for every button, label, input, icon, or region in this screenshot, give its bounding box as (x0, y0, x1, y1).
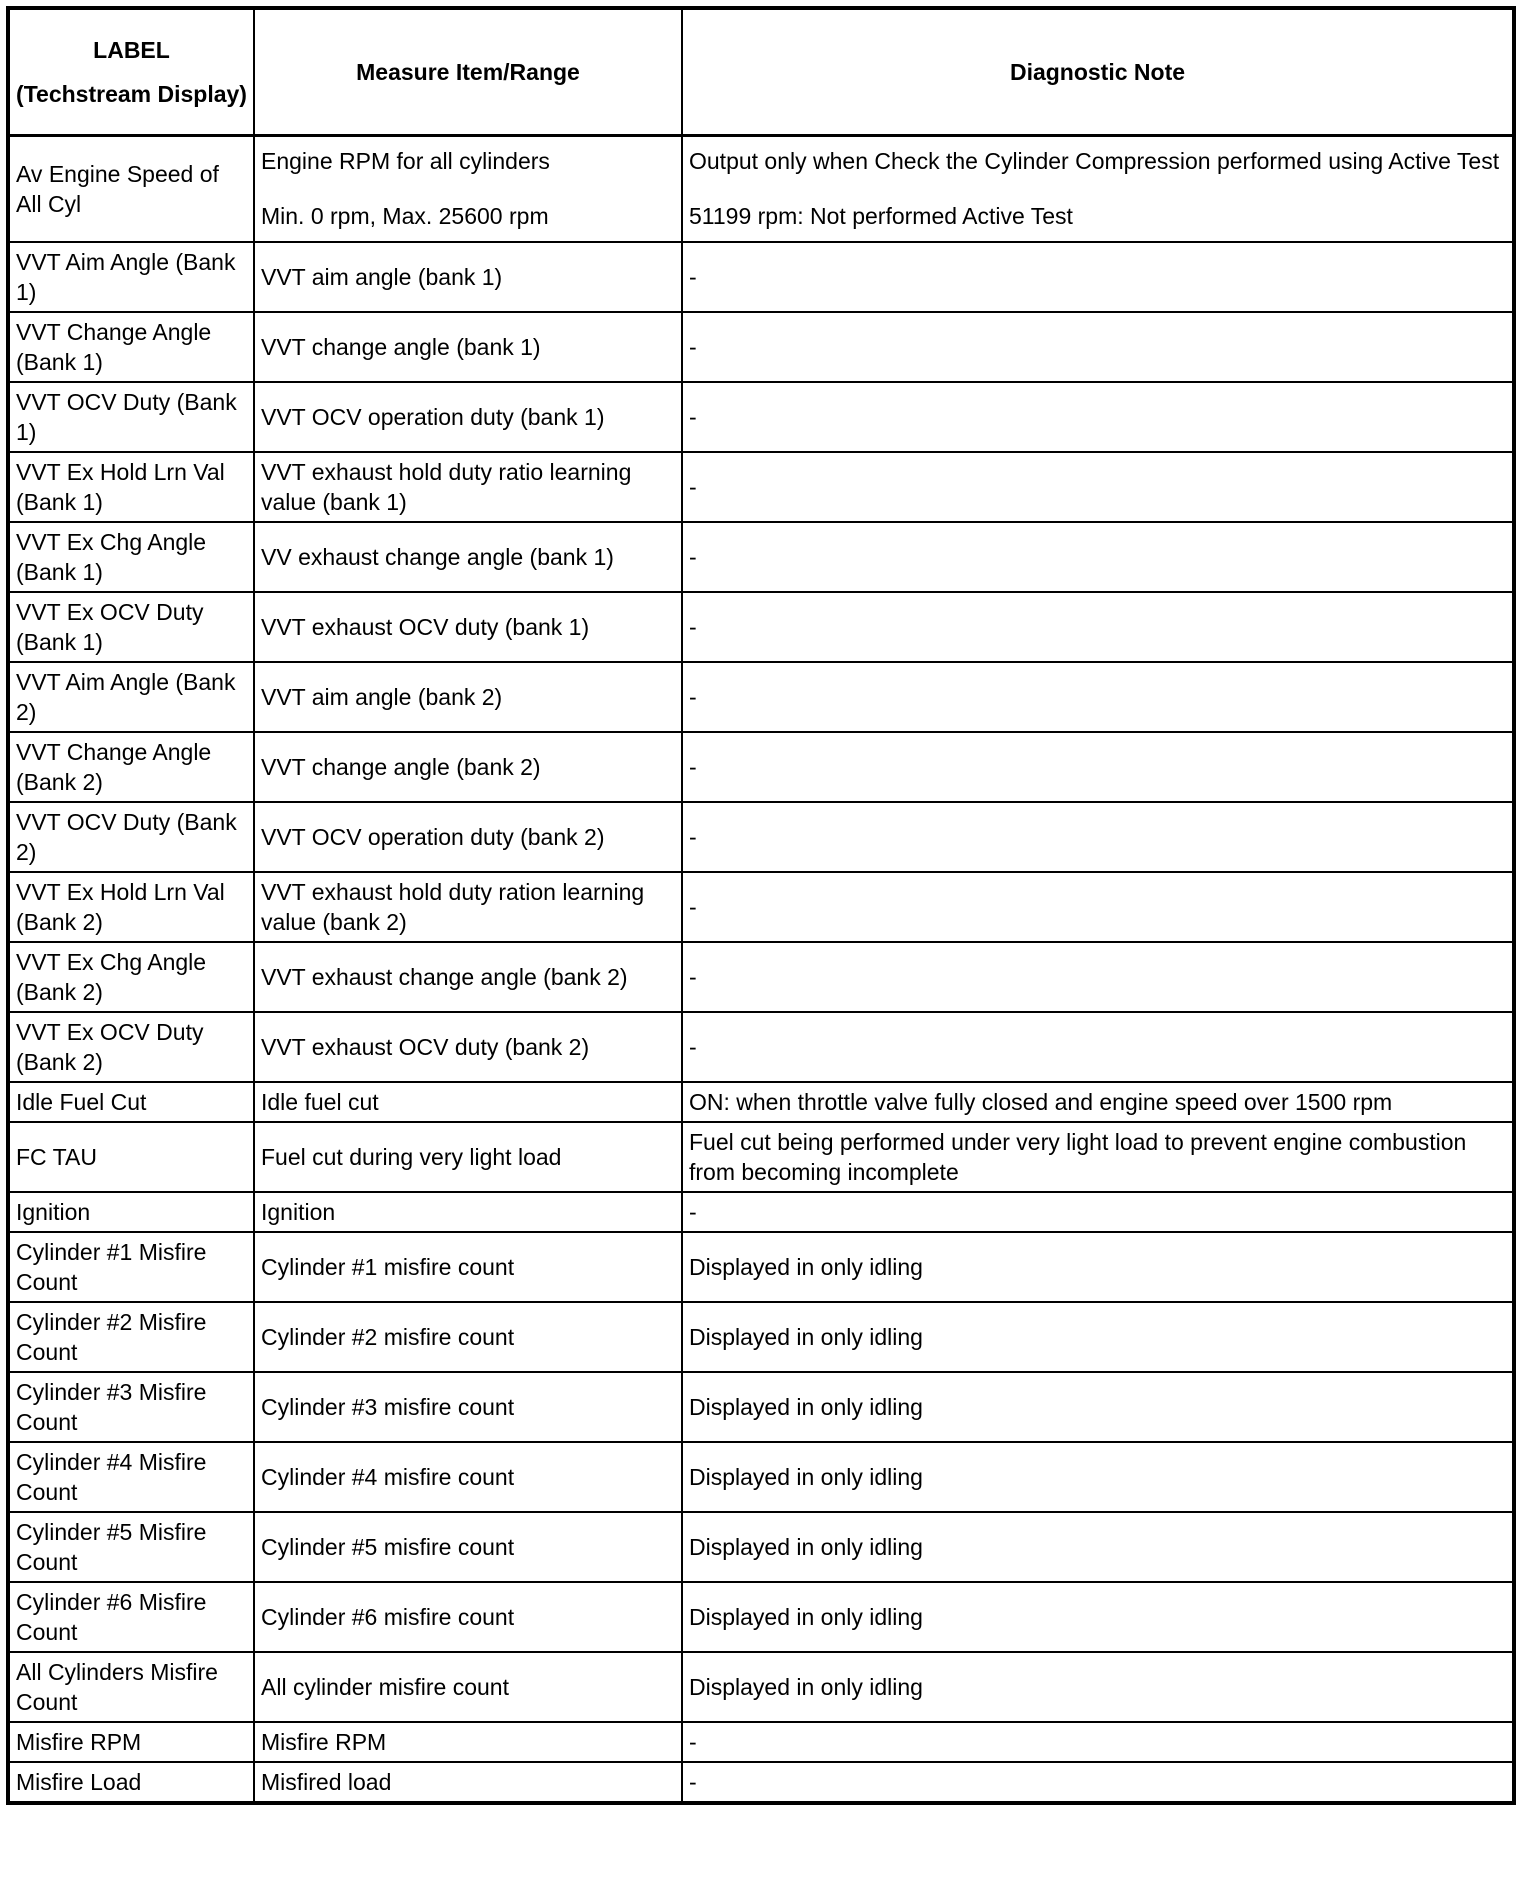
row-measure (254, 1122, 682, 1192)
row-note-text: Fuel cut being performed under very light load to prevent engine combustion from becoming incomplete (689, 1128, 1467, 1185)
row-label: Idle Fuel Cut (8, 1082, 254, 1122)
row-label: Ignition (8, 1192, 254, 1232)
row-note-text: Output only when Check the Cylinder Compression performed using Active Test (689, 148, 1500, 175)
table-row (8, 1512, 1514, 1582)
row-note-text: - (689, 963, 697, 990)
row-measure (254, 1652, 682, 1722)
table-row (8, 312, 1514, 382)
row-measure-text: VVT exhaust OCV duty (bank 1) (261, 613, 590, 640)
row-measure-text: VV exhaust change angle (bank 1) (261, 543, 614, 570)
row-measure (254, 1192, 682, 1232)
row-measure (254, 136, 682, 242)
row-note-text: Displayed in only idling (689, 1603, 923, 1630)
row-label: VVT OCV Duty (Bank 2) (8, 802, 254, 872)
table-row (8, 1302, 1514, 1372)
row-label: VVT Change Angle (Bank 1) (8, 312, 254, 382)
row-note-text: ON: when throttle valve fully closed and engine speed over 1500 rpm (689, 1088, 1393, 1115)
row-measure (254, 1442, 682, 1512)
row-label: VVT Aim Angle (Bank 1) (8, 242, 254, 312)
row-measure (254, 312, 682, 382)
row-measure (254, 662, 682, 732)
row-measure-text: VVT exhaust change angle (bank 2) (261, 963, 628, 990)
row-label: Cylinder #3 Misfire Count (8, 1372, 254, 1442)
row-label: Cylinder #4 Misfire Count (8, 1442, 254, 1512)
row-measure (254, 1762, 682, 1803)
row-measure-text: Misfired load (261, 1768, 392, 1795)
table-row (8, 382, 1514, 452)
row-note-text: Displayed in only idling (689, 1253, 923, 1280)
row-note (682, 1372, 1514, 1442)
row-measure-text: Fuel cut during very light load (261, 1143, 562, 1170)
row-measure-text: VVT OCV operation duty (bank 1) (261, 403, 605, 430)
row-label: VVT Ex OCV Duty (Bank 2) (8, 1012, 254, 1082)
row-note-text: - (689, 263, 697, 290)
row-label: VVT Ex Chg Angle (Bank 1) (8, 522, 254, 592)
table-body (8, 136, 1514, 1803)
table-row (8, 1192, 1514, 1232)
table-row (8, 1372, 1514, 1442)
row-note (682, 136, 1514, 242)
row-note (682, 1232, 1514, 1302)
table-row (8, 136, 1514, 242)
row-measure (254, 872, 682, 942)
row-note-text: - (689, 753, 697, 780)
table-row (8, 242, 1514, 312)
row-label: VVT Change Angle (Bank 2) (8, 732, 254, 802)
row-note (682, 452, 1514, 522)
row-measure (254, 1512, 682, 1582)
row-note (682, 592, 1514, 662)
row-note-text: Displayed in only idling (689, 1673, 923, 1700)
row-note (682, 732, 1514, 802)
table-row (8, 1582, 1514, 1652)
row-measure-text: Cylinder #3 misfire count (261, 1393, 515, 1420)
row-measure (254, 1582, 682, 1652)
row-label: VVT Ex Hold Lrn Val (Bank 2) (8, 872, 254, 942)
table-row (8, 1762, 1514, 1803)
row-note (682, 382, 1514, 452)
row-measure (254, 1372, 682, 1442)
row-measure (254, 1082, 682, 1122)
table-header-row (8, 8, 1514, 136)
row-label: Av Engine Speed of All Cyl (8, 136, 254, 242)
row-note (682, 1722, 1514, 1762)
row-note (682, 1122, 1514, 1192)
row-note-text: Displayed in only idling (689, 1323, 923, 1350)
header-label (8, 8, 254, 136)
row-measure (254, 1012, 682, 1082)
row-note (682, 1652, 1514, 1722)
row-note-text: - (689, 333, 697, 360)
row-note (682, 1582, 1514, 1652)
row-measure-text: VVT change angle (bank 2) (261, 753, 541, 780)
row-note (682, 312, 1514, 382)
row-measure (254, 522, 682, 592)
row-label: Cylinder #6 Misfire Count (8, 1582, 254, 1652)
row-measure-text: Engine RPM for all cylinders (261, 148, 550, 175)
row-measure-text: Idle fuel cut (261, 1088, 379, 1115)
row-measure (254, 592, 682, 662)
table-row (8, 1122, 1514, 1192)
row-note-text: Displayed in only idling (689, 1533, 923, 1560)
row-measure-text: VVT change angle (bank 1) (261, 333, 541, 360)
row-note-text: - (689, 543, 697, 570)
row-measure-text: Misfire RPM (261, 1728, 387, 1755)
row-measure (254, 802, 682, 872)
row-label: FC TAU (8, 1122, 254, 1192)
row-measure-text: Cylinder #5 misfire count (261, 1533, 515, 1560)
row-label: Cylinder #2 Misfire Count (8, 1302, 254, 1372)
row-measure (254, 242, 682, 312)
row-measure-text: VVT exhaust hold duty ration learning value (bank 2) (261, 878, 645, 935)
row-note (682, 1012, 1514, 1082)
row-note-text: - (689, 823, 697, 850)
row-note-text: Displayed in only idling (689, 1463, 923, 1490)
row-measure (254, 1722, 682, 1762)
row-measure-text: Cylinder #4 misfire count (261, 1463, 515, 1490)
row-measure (254, 1302, 682, 1372)
document-page (6, 6, 1512, 1805)
row-note (682, 802, 1514, 872)
table-row (8, 1722, 1514, 1762)
row-measure (254, 1232, 682, 1302)
row-measure-text: VVT OCV operation duty (bank 2) (261, 823, 605, 850)
table-row (8, 802, 1514, 872)
row-label: VVT Aim Angle (Bank 2) (8, 662, 254, 732)
row-measure-text: Min. 0 rpm, Max. 25600 rpm (261, 203, 549, 230)
row-label: Misfire RPM (8, 1722, 254, 1762)
row-note (682, 1512, 1514, 1582)
table-row (8, 872, 1514, 942)
row-measure (254, 942, 682, 1012)
header-label-subtitle: (Techstream Display) (16, 81, 247, 107)
table-row (8, 522, 1514, 592)
table-row (8, 1082, 1514, 1122)
row-note-text: - (689, 1768, 697, 1795)
header-measure: Measure Item/Range (254, 8, 682, 136)
row-measure (254, 382, 682, 452)
row-note (682, 242, 1514, 312)
row-measure (254, 732, 682, 802)
row-label: VVT OCV Duty (Bank 1) (8, 382, 254, 452)
row-note (682, 942, 1514, 1012)
row-label: Cylinder #5 Misfire Count (8, 1512, 254, 1582)
row-measure (254, 452, 682, 522)
row-measure-text: Ignition (261, 1198, 336, 1225)
row-note (682, 1192, 1514, 1232)
row-measure-text: VVT aim angle (bank 1) (261, 263, 503, 290)
row-label: VVT Ex Chg Angle (Bank 2) (8, 942, 254, 1012)
table-row (8, 942, 1514, 1012)
row-measure-text: VVT exhaust hold duty ratio learning value (bank 1) (261, 458, 632, 515)
row-label: VVT Ex OCV Duty (Bank 1) (8, 592, 254, 662)
row-note-text: - (689, 1728, 697, 1755)
row-note-text: - (689, 1033, 697, 1060)
row-note (682, 872, 1514, 942)
table-row (8, 662, 1514, 732)
table-row (8, 732, 1514, 802)
row-label: All Cylinders Misfire Count (8, 1652, 254, 1722)
row-note (682, 1082, 1514, 1122)
row-measure-text: All cylinder misfire count (261, 1673, 509, 1700)
row-note (682, 522, 1514, 592)
row-note (682, 1762, 1514, 1803)
row-note (682, 662, 1514, 732)
table-row (8, 1012, 1514, 1082)
row-measure-text: VVT exhaust OCV duty (bank 2) (261, 1033, 590, 1060)
row-note-text: - (689, 893, 697, 920)
row-note-text: - (689, 683, 697, 710)
table-row (8, 1442, 1514, 1512)
row-measure-text: VVT aim angle (bank 2) (261, 683, 503, 710)
row-note (682, 1302, 1514, 1372)
row-measure-text: Cylinder #2 misfire count (261, 1323, 515, 1350)
row-note-text: - (689, 1198, 697, 1225)
row-label: VVT Ex Hold Lrn Val (Bank 1) (8, 452, 254, 522)
row-label: Cylinder #1 Misfire Count (8, 1232, 254, 1302)
row-note-text: - (689, 403, 697, 430)
table-row (8, 592, 1514, 662)
row-label: Misfire Load (8, 1762, 254, 1803)
row-note (682, 1442, 1514, 1512)
row-measure-text: Cylinder #1 misfire count (261, 1253, 515, 1280)
row-measure-text: Cylinder #6 misfire count (261, 1603, 515, 1630)
header-note: Diagnostic Note (682, 8, 1514, 136)
row-note-text: - (689, 613, 697, 640)
table-row (8, 1652, 1514, 1722)
table-row (8, 452, 1514, 522)
header-label-title: LABEL (93, 37, 170, 63)
row-note-text: - (689, 473, 697, 500)
row-note-text: Displayed in only idling (689, 1393, 923, 1420)
techstream-data-table (6, 6, 1516, 1805)
row-note-text: 51199 rpm: Not performed Active Test (689, 203, 1073, 230)
table-row (8, 1232, 1514, 1302)
